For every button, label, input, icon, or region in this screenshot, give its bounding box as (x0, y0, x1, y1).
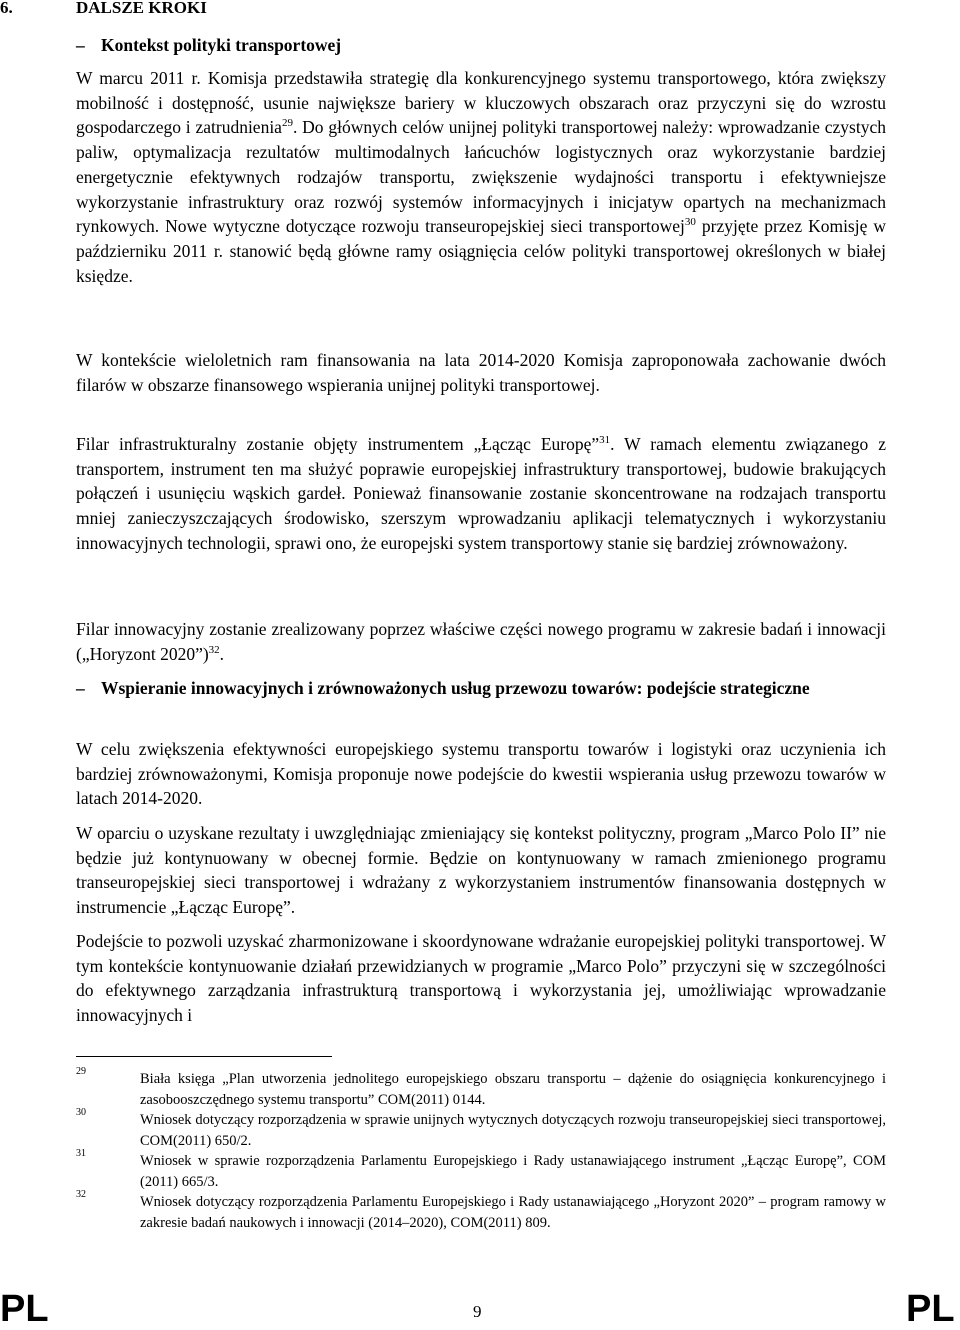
paragraph-new-approach: W celu zwiększenia efektywności europejskiego systemu transportu towarów i logistyki oraz uczynienia ich bardziej zrównoważonymi, Komisja proponuje nowe podejście do kwestii wspierania usług przewozu towarów w latach 2014-2020. (76, 739, 886, 809)
footnote-ref-31[interactable]: 31 (599, 434, 611, 447)
footnote-number: 30 (76, 1107, 86, 1118)
footer-language-right: PL (906, 1288, 955, 1330)
footnote-number: 31 (76, 1148, 86, 1159)
footnote-text: Wniosek w sprawie rozporządzenia Parlamentu Europejskiego i Rady ustanawiającego instrument „Łącząc Europę”, COM (2011) 665/3. (140, 1153, 886, 1190)
heading-dash: – (76, 678, 85, 698)
paragraph-text: Filar innowacyjny zostanie zrealizowany poprzez właściwe części nowego programu w zakresie badań i innowacji („Horyzont 2020”) (76, 619, 886, 664)
footnote-ref-30[interactable]: 30 (684, 216, 696, 229)
footer-language-left: PL (0, 1288, 49, 1330)
footnote-text: Biała księga „Plan utworzenia jednolitego europejskiego obszaru transportu – dążenie do osiągnięcia konkurencyjnego i zasobooszczędnego systemu transportu” COM(2011) 0144. (140, 1071, 886, 1108)
paragraph-strategy (76, 66, 886, 288)
paragraph-text: . W ramach elementu związanego z transportem, instrument ten ma służyć poprawie europejskiej infrastruktury transportowej, budowie brakujących połączeń i usunięciu wąskich gardeł. Ponieważ finansowanie zostanie skoncentrowane na rodzajach transportu mniej zanieczyszczających środowisko, szerszym wprowadzaniu aplikacji telematycznych i wykorzystaniu innowacyjnych technologii, sprawi ono, że europejski system transportowy stanie się bardziej zrównoważony. (76, 434, 886, 553)
section-heading (0, 0, 207, 18)
footnote-text: Wniosek dotyczący rozporządzenia Parlamentu Europejskiego i Rady ustanawiającego „Horyzont 2020” – program ramowy w zakresie badań naukowych i innowacji (2014–2020), COM(2011) 809. (140, 1194, 886, 1231)
paragraph-infrastructure-pillar (76, 432, 886, 556)
paragraph-harmonised-implementation: Podejście to pozwoli uzyskać zharmonizowane i skoordynowane wdrażanie europejskiej polityki transportowej. W tym kontekście kontynuowanie działań przewidzianych w programie „Marco Polo” przyczyni się w szczególności do efektywnego zarządzania infrastrukturą transportową i wykorzystania jej, umożliwiając wprowadzanie innowacyjnych i (76, 931, 886, 1026)
paragraph-text: przyjęte przez Komisję w październiku 2011 r. stanowić będą główne ramy osiągnięcia celów polityki transportowej określonych w białej księdze. (76, 216, 886, 286)
page-number: 9 (473, 1302, 482, 1321)
heading-dash: – (76, 35, 85, 55)
subsection-title: Wspieranie innowacyjnych i zrównoważonych usług przewozu towarów: podejście strategiczne (101, 678, 810, 698)
section-title: DALSZE KROKI (76, 0, 207, 17)
footnote-separator (76, 1056, 332, 1057)
paragraph-financial-framework: W kontekście wieloletnich ram finansowania na lata 2014-2020 Komisja zaproponowała zachowanie dwóch filarów w obszarze finansowego wspierania unijnej polityki transportowej. (76, 350, 886, 395)
footnote-ref-32[interactable]: 32 (208, 643, 220, 656)
subsection-title: Kontekst polityki transportowej (101, 35, 342, 55)
footnote-number: 32 (76, 1189, 86, 1200)
footnote-ref-29[interactable]: 29 (281, 117, 293, 130)
subsection-heading-transport-policy (76, 33, 886, 58)
paragraph-text: W marcu 2011 r. Komisja przedstawiła strategię dla konkurencyjnego systemu transportowego, która zwiększy mobilność i dostępność, usunie największe bariery w kluczowych obszarach oraz przyczyni się do wzrostu gospodarczego i zatrudnienia (76, 68, 886, 138)
footnote-number: 29 (76, 1066, 86, 1077)
paragraph-innovation-pillar (76, 617, 886, 666)
paragraph-text: . (219, 643, 225, 664)
paragraph-text: Filar infrastrukturalny zostanie objęty instrumentem „Łącząc Europę” (76, 434, 600, 454)
section-number: 6. (0, 0, 13, 17)
paragraph-marco-polo: W oparciu o uzyskane rezultaty i uwzględniając zmieniający się kontekst polityczny, program „Marco Polo II” nie będzie już kontynuowany w obecnej formie. Będzie on kontynuowany w ramach zmienionego programu transeuropejskiej sieci transportowej i wdrażany z wykorzystaniem instrumentów finansowania dostępnych w instrumencie „Łącząc Europę”. (76, 823, 886, 918)
subsection-heading-freight (76, 676, 886, 701)
footnote-text: Wniosek dotyczący rozporządzenia w sprawie unijnych wytycznych dotyczących rozwoju transeuropejskiej sieci transportowej, COM(2011) 650/2. (140, 1112, 886, 1149)
paragraph-text: . Do głównych celów unijnej polityki transportowej należy: wprowadzanie czystych paliw, optymalizacja rezultatów multimodalnych łańcuchów logistycznych oraz wykorzystanie bardziej energetycznie efektywnych rodzajów transportu, zwiększenie wydajności transportu i efektywniejsze wykorzystanie infrastruktury oraz rozwój systemów informacyjnych i inicjatyw opartych na mechanizmach rynkowych. Nowe wytyczne dotyczące rozwoju transeuropejskiej sieci transportowej (76, 117, 886, 237)
